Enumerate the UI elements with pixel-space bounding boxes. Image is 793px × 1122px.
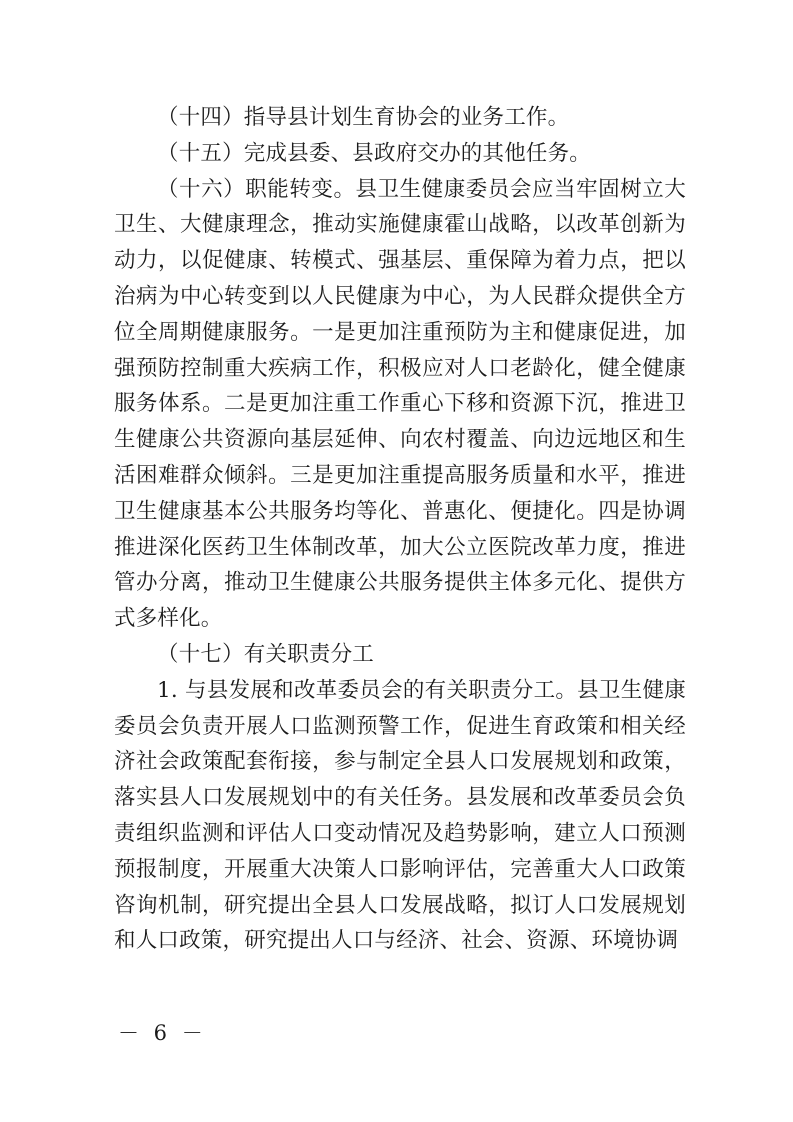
paragraph-item-17-heading: （十七）有关职责分工 (157, 641, 375, 667)
paragraph-item-15: （十五）完成县委、县政府交办的其他任务。 (157, 140, 592, 166)
paragraph-item-17-1: 1. 与县发展和改革委员会的有关职责分工。县卫生健康委员会负责开展人口监测预警工作，促进生育政策和相关经济社会政策配套衔接，参与制定全县人口发展规划和政策，落实县人口发展规划中的有关任务。县发展和改革委员会负责组织监测和评估人口变动情况及趋势影响，建立人口预测预报制度，开展重大决策人口影响评估，完善重大人口政策咨询机制，研究提出全县人口发展战略，拟订人口发展规划和人口政策，研究提出人口与经济、社会、资源、环境协调 (114, 677, 686, 954)
document-body (114, 100, 686, 959)
paragraph-item-16: （十六）职能转变。县卫生健康委员会应当牢固树立大卫生、大健康理念，推动实施健康霍山战略，以改革创新为动力，以促健康、转模式、强基层、重保障为着力点，把以治病为中心转变到以人民健康为中心，为人民群众提供全方位全周期健康服务。一是更加注重预防为主和健康促进，加强预防控制重大疾病工作，积极应对人口老龄化，健全健康服务体系。二是更加注重工作重心下移和资源下沉，推进卫生健康公共资源向基层延伸、向农村覆盖、向边远地区和生活困难群众倾斜。三是更加注重提高服务质量和水平，推进卫生健康基本公共服务均等化、普惠化、便捷化。四是协调推进深化医药卫生体制改革，加大公立医院改革力度，推进管办分离，推动卫生健康公共服务提供主体多元化、提供方式多样化。 (114, 176, 686, 632)
paragraph-item-14: （十四）指导县计划生育协会的业务工作。 (157, 105, 570, 130)
page-number: － 6 － (118, 1021, 207, 1045)
